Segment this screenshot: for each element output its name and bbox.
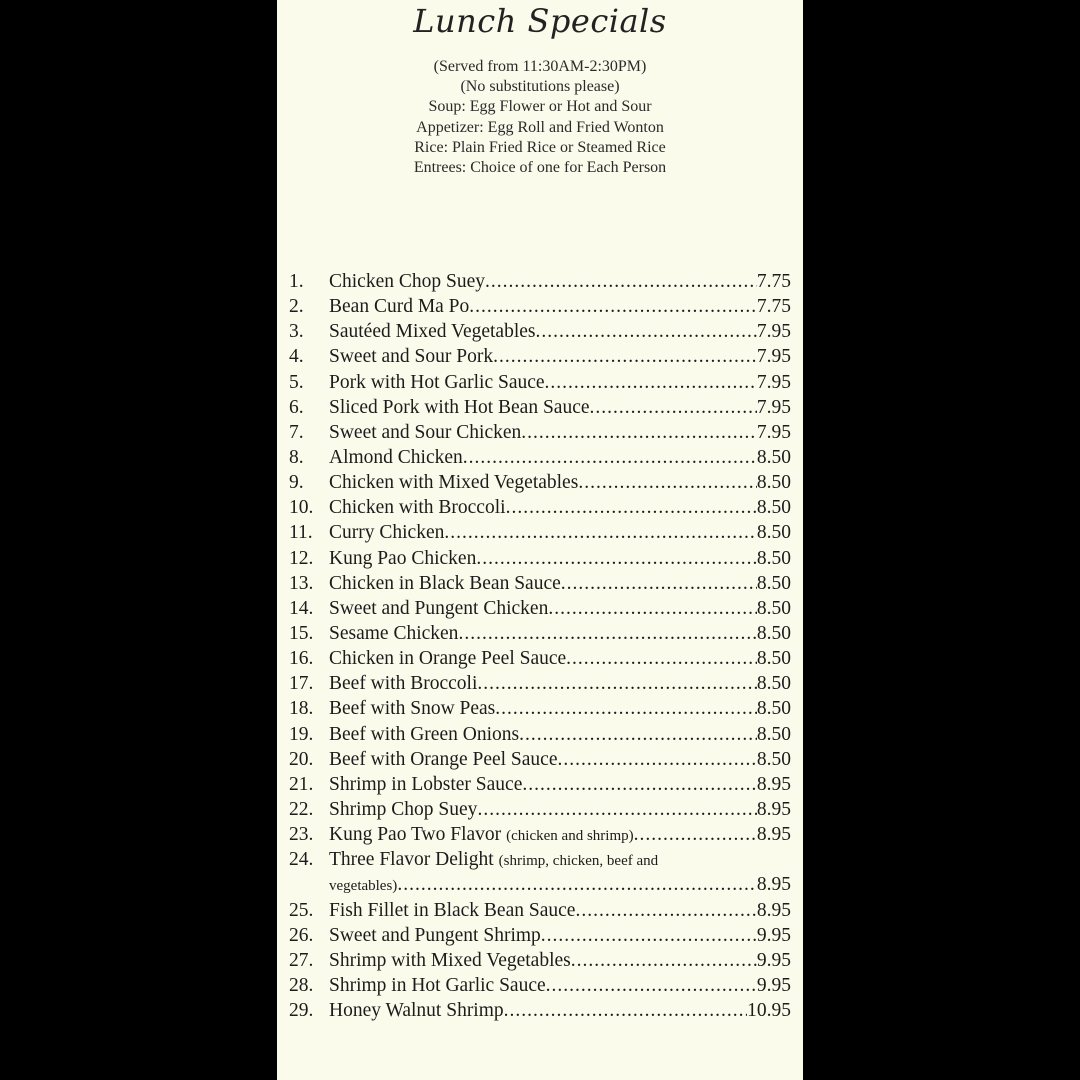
menu-item xyxy=(289,319,791,344)
menu-item xyxy=(289,420,791,445)
item-number: 22. xyxy=(289,798,314,820)
item-price: 8.50 xyxy=(756,572,791,594)
item-price: 8.50 xyxy=(756,673,791,695)
item-price: 8.95 xyxy=(756,773,791,795)
dot-leader xyxy=(504,998,747,1023)
dot-leader xyxy=(477,797,756,822)
item-number: 10. xyxy=(289,497,314,519)
menu-item xyxy=(289,344,791,369)
item-price: 8.95 xyxy=(756,874,791,896)
menu-item xyxy=(289,370,791,395)
item-price: 7.75 xyxy=(756,271,791,292)
item-name: Shrimp with Mixed Vegetables xyxy=(329,949,571,971)
no-substitutions-note: (No substitutions please) xyxy=(460,78,620,96)
item-name: Sweet and Pungent Shrimp xyxy=(329,924,541,946)
menu-item xyxy=(289,747,791,772)
item-name: Beef with Broccoli xyxy=(329,673,478,695)
item-number: 14. xyxy=(289,597,314,619)
item-price: 8.50 xyxy=(756,522,791,544)
menu-item xyxy=(289,948,791,973)
item-name: Chicken Chop Suey xyxy=(329,271,485,292)
item-note: (chicken and shrimp) xyxy=(506,828,634,845)
item-price: 8.50 xyxy=(756,622,791,644)
dot-leader xyxy=(463,445,757,470)
item-number: 6. xyxy=(289,396,304,418)
menu-item xyxy=(289,470,791,495)
menu-item xyxy=(289,722,791,747)
dot-leader xyxy=(536,319,757,344)
item-number: 12. xyxy=(289,547,314,569)
item-number: 17. xyxy=(289,673,314,695)
item-price: 8.50 xyxy=(756,597,791,619)
item-number: 26. xyxy=(289,924,314,946)
item-price: 8.95 xyxy=(756,899,791,921)
dot-leader xyxy=(495,696,757,721)
item-price: 7.75 xyxy=(756,296,791,318)
menu-item xyxy=(289,621,791,646)
item-number: 5. xyxy=(289,371,304,393)
menu-item xyxy=(289,520,791,545)
item-price: 10.95 xyxy=(747,1000,791,1022)
item-number: 13. xyxy=(289,572,314,594)
dot-leader xyxy=(548,596,757,621)
item-name: Sweet and Sour Pork xyxy=(329,346,494,368)
dot-leader xyxy=(458,621,756,646)
menu-item xyxy=(289,923,791,948)
item-price: 8.50 xyxy=(756,698,791,720)
dot-leader xyxy=(521,420,757,445)
item-price: 8.50 xyxy=(756,497,791,519)
menu-item xyxy=(289,294,791,319)
item-name: Sautéed Mixed Vegetables xyxy=(329,321,536,343)
item-name: Sliced Pork with Hot Bean Sauce xyxy=(329,396,590,418)
menu-item xyxy=(289,898,791,923)
item-number: 8. xyxy=(289,446,304,468)
item-name: Honey Walnut Shrimp xyxy=(329,1000,504,1022)
menu-item xyxy=(289,772,791,797)
item-name: Pork with Hot Garlic Sauce xyxy=(329,371,545,393)
item-name: Fish Fillet in Black Bean Sauce xyxy=(329,899,576,921)
item-name: Chicken with Broccoli xyxy=(329,497,506,519)
item-name: Beef with Orange Peel Sauce xyxy=(329,748,558,770)
item-name: Shrimp in Hot Garlic Sauce xyxy=(329,974,546,996)
appetizer-info: Appetizer: Egg Roll and Fried Wonton xyxy=(416,118,664,136)
item-price: 9.95 xyxy=(756,949,791,971)
item-number: 20. xyxy=(289,748,314,770)
item-price: 8.50 xyxy=(756,648,791,670)
item-name: Kung Pao Two Flavor xyxy=(329,824,502,846)
item-number: 23. xyxy=(289,824,314,846)
item-name: Almond Chicken xyxy=(329,446,463,468)
dot-leader xyxy=(571,948,757,973)
dot-leader xyxy=(444,520,757,545)
item-number: 29. xyxy=(289,1000,314,1022)
entrees-info: Entrees: Choice of one for Each Person xyxy=(413,159,667,177)
menu-item xyxy=(289,596,791,621)
item-price: 9.95 xyxy=(756,974,791,996)
dot-leader xyxy=(522,772,757,797)
dot-leader xyxy=(469,294,757,319)
menu-item xyxy=(289,395,791,420)
dot-leader xyxy=(545,370,757,395)
menu-item xyxy=(289,671,791,696)
lunch-info xyxy=(277,57,803,178)
item-name: Bean Curd Ma Po xyxy=(329,296,470,318)
item-name: Sweet and Pungent Chicken xyxy=(329,597,549,619)
menu-item xyxy=(289,696,791,721)
menu-item xyxy=(289,495,791,520)
dot-leader xyxy=(566,646,757,671)
menu-item xyxy=(289,269,791,294)
item-number: 2. xyxy=(289,296,304,318)
item-name: Three Flavor Delight xyxy=(329,849,494,871)
item-name: Sesame Chicken xyxy=(329,622,459,644)
served-hours: (Served from 11:30AM-2:30PM) xyxy=(433,58,647,75)
dot-leader xyxy=(397,872,757,897)
menu-item xyxy=(289,998,791,1023)
dot-leader xyxy=(506,495,757,520)
item-number: 3. xyxy=(289,321,304,343)
item-number: 15. xyxy=(289,622,314,644)
dot-leader xyxy=(578,470,757,495)
item-price: 8.50 xyxy=(756,472,791,494)
menu-item xyxy=(289,546,791,571)
menu-item xyxy=(289,797,791,822)
item-price: 7.95 xyxy=(756,396,791,418)
dot-leader xyxy=(561,571,757,596)
item-note-continuation: vegetables) xyxy=(329,878,398,895)
dot-leader xyxy=(590,395,757,420)
item-number: 11. xyxy=(289,522,313,544)
item-note: (shrimp, chicken, beef and xyxy=(498,853,659,870)
item-price: 7.95 xyxy=(756,371,791,393)
dot-leader xyxy=(546,973,757,998)
item-number: 27. xyxy=(289,949,314,971)
item-number: 24. xyxy=(289,849,314,871)
dot-leader xyxy=(485,269,757,294)
menu-item-continuation xyxy=(289,872,791,897)
item-number: 18. xyxy=(289,698,314,720)
menu-page xyxy=(277,0,803,1080)
item-name: Chicken in Black Bean Sauce xyxy=(329,572,561,594)
item-number: 28. xyxy=(289,974,314,996)
dot-leader xyxy=(519,722,757,747)
item-price: 8.95 xyxy=(756,798,791,820)
dot-leader xyxy=(575,898,756,923)
item-price: 8.95 xyxy=(756,824,791,846)
item-name: Shrimp in Lobster Sauce xyxy=(329,773,523,795)
item-price: 7.95 xyxy=(756,421,791,443)
menu-item xyxy=(289,822,791,847)
item-name: Curry Chicken xyxy=(329,522,445,544)
dot-leader xyxy=(541,923,757,948)
item-price: 9.95 xyxy=(756,924,791,946)
item-name: Sweet and Sour Chicken xyxy=(329,421,522,443)
item-number: 1. xyxy=(289,271,304,292)
item-name: Beef with Green Onions xyxy=(329,723,520,745)
item-number: 4. xyxy=(289,346,304,368)
dot-leader xyxy=(558,747,757,772)
item-name: Chicken in Orange Peel Sauce xyxy=(329,648,567,670)
soup-info: Soup: Egg Flower or Hot and Sour xyxy=(428,98,652,116)
item-number: 19. xyxy=(289,723,314,745)
item-name: Beef with Snow Peas xyxy=(329,698,496,720)
item-number: 25. xyxy=(289,899,314,921)
dot-leader xyxy=(493,344,757,369)
menu-item xyxy=(289,445,791,470)
item-price: 8.50 xyxy=(756,748,791,770)
item-number: 21. xyxy=(289,773,314,795)
item-number: 16. xyxy=(289,648,314,670)
menu-item xyxy=(289,571,791,596)
item-name: Shrimp Chop Suey xyxy=(329,798,478,820)
item-price: 8.50 xyxy=(756,723,791,745)
item-number: 7. xyxy=(289,421,304,443)
item-name: Kung Pao Chicken xyxy=(329,547,477,569)
dot-leader xyxy=(476,546,757,571)
dot-leader xyxy=(477,671,757,696)
item-price: 7.95 xyxy=(756,346,791,368)
item-number: 9. xyxy=(289,472,304,494)
menu-list xyxy=(289,269,791,1023)
item-name: Chicken with Mixed Vegetables xyxy=(329,472,579,494)
item-price: 7.95 xyxy=(756,321,791,343)
menu-item xyxy=(289,973,791,998)
rice-info: Rice: Plain Fried Rice or Steamed Rice xyxy=(414,138,666,156)
item-price: 8.50 xyxy=(756,547,791,569)
menu-item xyxy=(289,646,791,671)
dot-leader xyxy=(634,822,757,847)
item-price: 8.50 xyxy=(756,446,791,468)
page-title: Lunch Specials xyxy=(413,2,667,40)
menu-item xyxy=(289,847,791,872)
